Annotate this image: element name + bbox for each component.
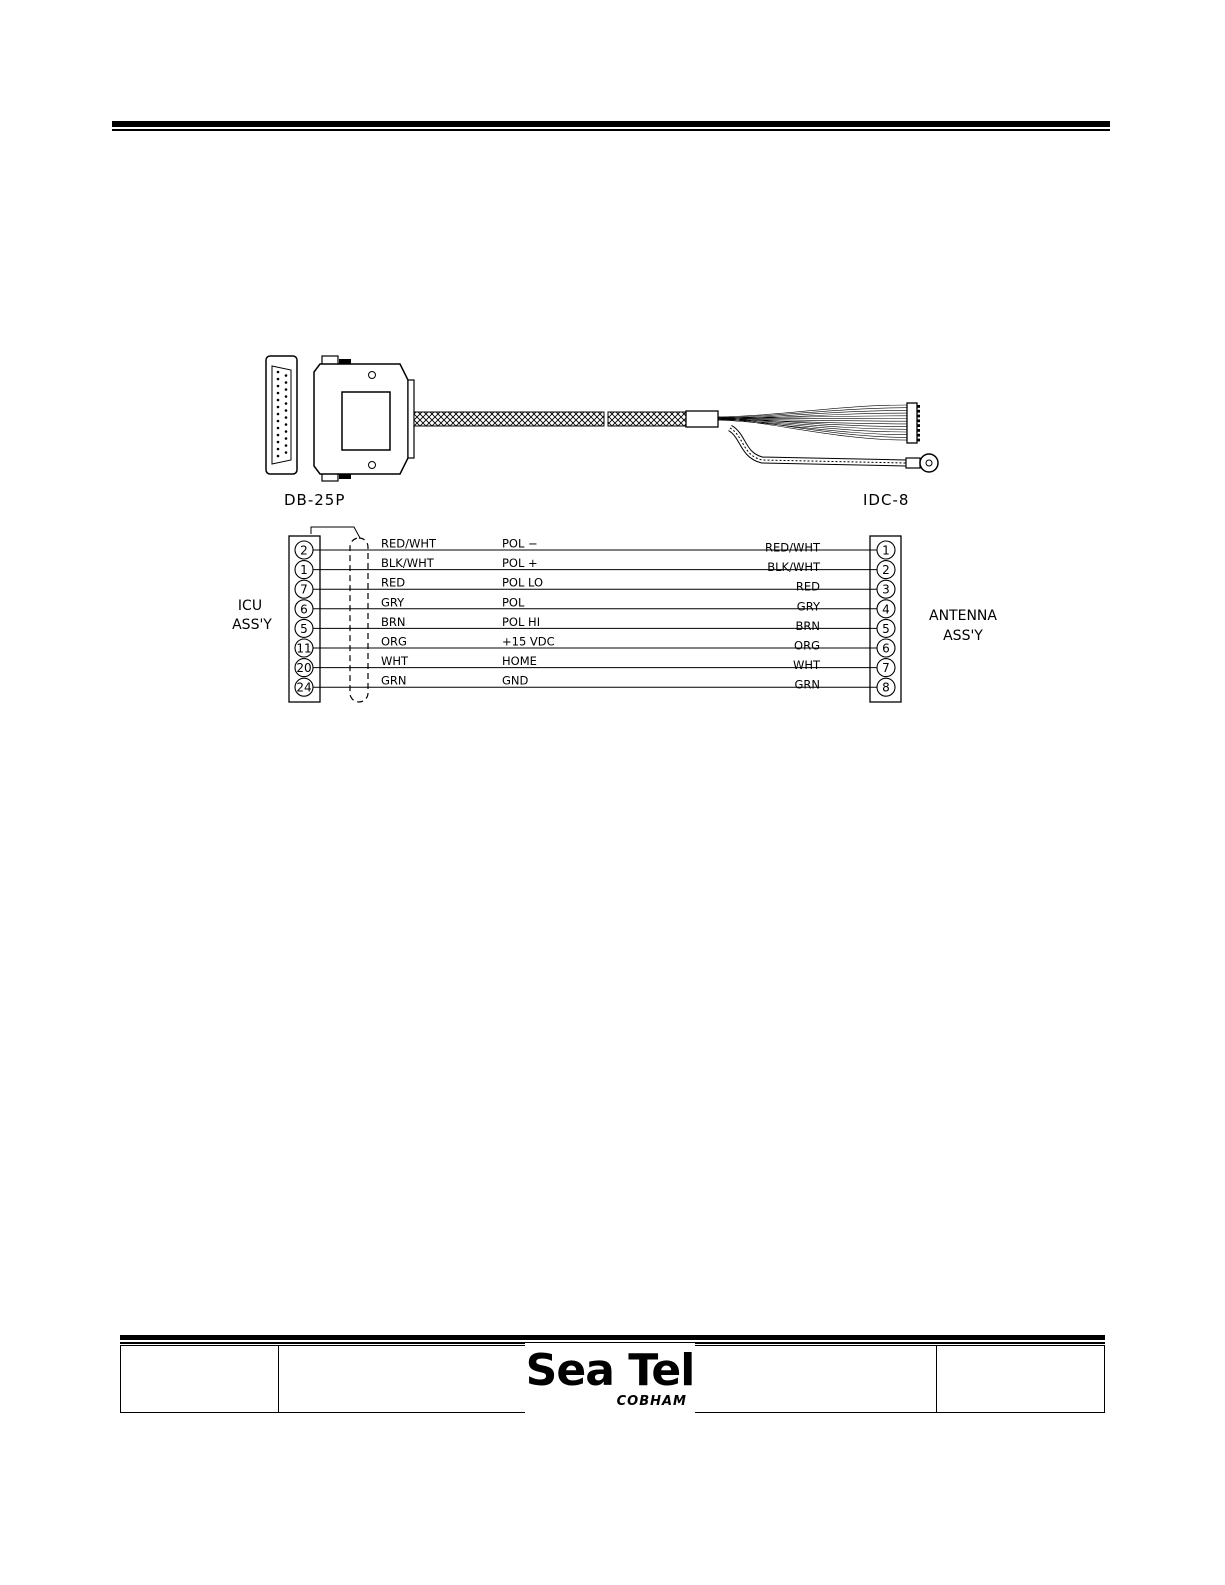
braided-cable: [414, 411, 938, 472]
right-wire-color: GRY: [796, 599, 820, 614]
footer-cell-right: [936, 1346, 937, 1412]
fan-wire: [718, 408, 907, 418]
right-pin-number: 8: [882, 680, 890, 695]
left-pin-number: 11: [296, 641, 312, 656]
left-pin-number: 2: [300, 543, 308, 558]
signal-name: HOME: [502, 654, 537, 669]
right-wire-color: ORG: [794, 638, 820, 653]
signal-name: POL LO: [502, 575, 544, 590]
right-pin-number: 4: [882, 602, 890, 617]
left-pin-number: 20: [296, 661, 312, 676]
fan-wire: [718, 410, 907, 419]
logo-main-text: Sea Tel: [525, 1345, 695, 1396]
right-pin-number: 6: [882, 641, 890, 656]
left-wire-color: GRN: [381, 673, 407, 688]
left-wire-color: BLK/WHT: [381, 556, 434, 571]
db25-pin: [285, 409, 288, 412]
idc-tooth: [917, 410, 920, 413]
left-wire-color: GRY: [381, 595, 405, 610]
db25-pin: [285, 444, 288, 447]
db25-pin: [285, 416, 288, 419]
db25-pin: [285, 423, 288, 426]
right-wire-color: RED/WHT: [764, 540, 820, 555]
db25-pin: [277, 427, 280, 430]
left-pin-number: 24: [296, 680, 312, 695]
right-pin-number: 5: [882, 621, 890, 636]
idc-tooth: [917, 415, 920, 418]
db25-pin: [277, 413, 280, 416]
db25-pin: [277, 392, 280, 395]
right-wire-color: RED: [795, 579, 820, 594]
left-wire-color: RED: [381, 575, 406, 590]
signal-name: POL −: [502, 536, 538, 551]
db25-pin: [285, 374, 288, 377]
schematic: [289, 527, 901, 702]
db25-pin: [277, 441, 280, 444]
db25-pin: [277, 385, 280, 388]
db25-pin: [285, 381, 288, 384]
signal-name: POL HI: [502, 614, 541, 629]
db25-pin: [277, 434, 280, 437]
db25-pin: [277, 399, 280, 402]
idc-tooth: [917, 405, 920, 408]
idc-tooth: [917, 424, 920, 427]
idc-tooth: [917, 439, 920, 442]
signal-name: POL: [502, 595, 525, 610]
signal-name: +15 VDC: [502, 634, 555, 649]
db25-pin: [285, 430, 288, 433]
right-pin-number: 1: [882, 543, 890, 558]
antenna-label-line2: ASS'Y: [943, 628, 983, 644]
left-pin-number: 1: [300, 563, 308, 578]
right-wire-color: GRN: [794, 677, 820, 692]
signal-name: POL +: [502, 556, 538, 571]
logo-sub-text: COBHAM: [616, 1394, 687, 1409]
db25-type-label: DB-25P: [284, 491, 346, 509]
footer-cell-center: [278, 1346, 279, 1412]
right-pin-number: 2: [882, 563, 890, 578]
left-wire-color: BRN: [381, 614, 406, 629]
db25-pin: [285, 402, 288, 405]
left-pin-number: 7: [300, 582, 308, 597]
db25-pin: [277, 371, 280, 374]
idc8-type-label: IDC-8: [863, 491, 910, 509]
right-wire-color: BRN: [795, 618, 820, 633]
right-pin-number: 3: [882, 582, 890, 597]
left-pin-number: 5: [300, 621, 308, 636]
db25-pin: [285, 395, 288, 398]
idc8-connector: [907, 403, 920, 443]
db25-pin: [277, 406, 280, 409]
antenna-label-line1: ANTENNA: [929, 608, 997, 624]
left-wire-color: RED/WHT: [381, 536, 437, 551]
db25-face: [266, 356, 297, 474]
db25-backshell: [314, 356, 414, 481]
seatel-logo: [525, 1343, 695, 1417]
db25-pin: [285, 451, 288, 454]
left-wire-color: ORG: [381, 634, 407, 649]
db25-pin: [277, 420, 280, 423]
right-pin-number: 7: [882, 661, 890, 676]
fanned-wires: [718, 405, 907, 440]
db25-pin: [277, 378, 280, 381]
left-pin-number: 6: [300, 602, 308, 617]
left-wire-color: WHT: [381, 654, 409, 669]
idc-tooth: [917, 434, 920, 437]
idc-tooth: [917, 419, 920, 422]
right-wire-color: BLK/WHT: [767, 560, 820, 575]
db25-pin: [285, 388, 288, 391]
icu-label-line1: ICU: [237, 598, 263, 614]
signal-name: GND: [502, 673, 529, 688]
db25-pin: [277, 455, 280, 458]
wire-row: [295, 674, 895, 697]
db25-pin: [277, 448, 280, 451]
footer-rule-thick: [120, 1335, 1105, 1340]
idc-tooth: [917, 429, 920, 432]
fan-wire: [718, 418, 907, 419]
icu-label-line2: ASS'Y: [232, 617, 272, 633]
db25-pin: [285, 437, 288, 440]
right-wire-color: WHT: [792, 658, 820, 673]
